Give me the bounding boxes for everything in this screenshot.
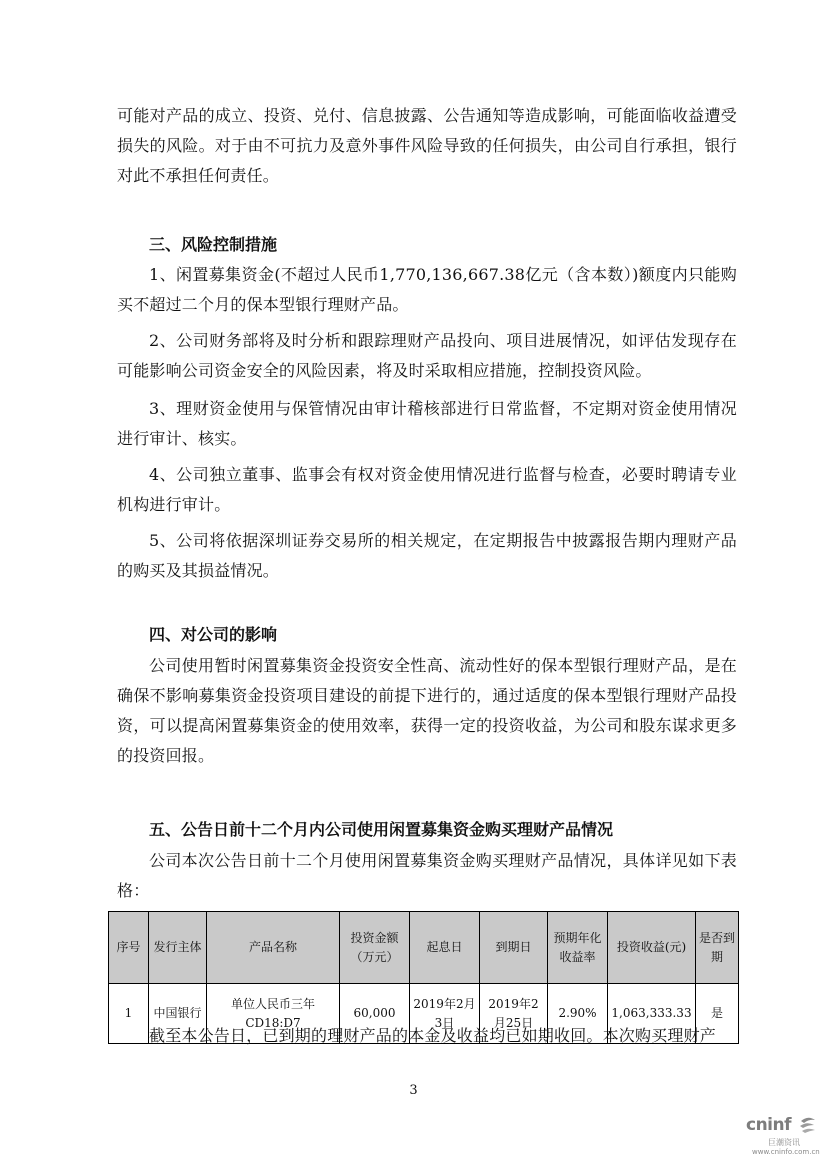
section3-item-4: 4、公司独立董事、监事会有权对资金使用情况进行监督与检查，必要时聘请专业机构进行审计。 (117, 465, 737, 514)
section4-heading: 四、对公司的影响 (149, 625, 278, 644)
table-cell: 1 (109, 984, 149, 1044)
table-header-cell: 产品名称 (207, 912, 340, 984)
table-header-cell: 是否到期 (696, 912, 739, 984)
section4-paragraph: 公司使用暂时闲置募集资金投资安全性高、流动性好的保本型银行理财产品，是在确保不影响募集资金投资项目建设的前提下进行的，通过适度的保本型银行理财产品投资，可以提高闲置募集资金的使用效率，获得一定的投资收益，为公司和股东谋求更多的投资回报。 (117, 656, 737, 765)
page-number: 3 (409, 1083, 418, 1098)
section3-item-2: 2、公司财务部将及时分析和跟踪理财产品投向、项目进展情况，如评估发现存在可能影响公司资金安全的风险因素，将及时采取相应措施，控制投资风险。 (117, 331, 737, 380)
table-cell: 2019年2月3日 (410, 984, 480, 1044)
swirl-icon (798, 1116, 818, 1134)
section5-paragraph: 公司本次公告日前十二个月使用闲置募集资金购买理财产品情况，具体详见如下表格： (117, 851, 737, 900)
cninfo-logo (746, 1115, 820, 1159)
logo-subtitle: 巨潮资讯 (768, 1138, 800, 1147)
logo-wordmark: cninf (746, 1115, 792, 1135)
table-cell: 2019年2月25日 (480, 984, 548, 1044)
table-header-cell: 序号 (109, 912, 149, 984)
table-header-row (109, 912, 739, 984)
table-header-cell: 到期日 (480, 912, 548, 984)
section3-item-1: 1、闲置募集资金(不超过人民币1,770,136,667.38亿元（含本数）)额度内只能购买不超过二个月的保本型银行理财产品。 (117, 265, 737, 314)
intro-paragraph: 可能对产品的成立、投资、兑付、信息披露、公告通知等造成影响，可能面临收益遭受损失的风险。对于由不可抗力及意外事件风险导致的任何损失，由公司自行承担，银行对此不承担任何责任。 (117, 106, 737, 185)
table-header-cell: 投资收益(元) (608, 912, 696, 984)
table-header-cell: 投资金额（万元） (340, 912, 410, 984)
table-cell: 2.90% (548, 984, 608, 1044)
logo-url: www.cninfo.com.cn (752, 1148, 820, 1156)
section3-heading: 三、风险控制措施 (149, 235, 278, 254)
table-cell: 中国银行 (149, 984, 207, 1044)
table-cell: 60,000 (340, 984, 410, 1044)
table-header-cell: 起息日 (410, 912, 480, 984)
after-table-paragraph: 截至本公告日，已到期的理财产品的本金及收益均已如期收回。本次购买理财产 (149, 1026, 717, 1045)
section3-item-5: 5、公司将依据深圳证券交易所的相关规定，在定期报告中披露报告期内理财产品的购买及其损益情况。 (117, 531, 737, 580)
table-header-cell: 预期年化收益率 (548, 912, 608, 984)
table-cell: 是 (696, 984, 739, 1044)
section5-heading: 五、公告日前十二个月内公司使用闲置募集资金购买理财产品情况 (149, 820, 614, 839)
section3-item-3: 3、理财资金使用与保管情况由审计稽核部进行日常监督，不定期对资金使用情况进行审计、核实。 (117, 399, 737, 448)
table-cell: 1,063,333.33 (608, 984, 696, 1044)
table-header-cell: 发行主体 (149, 912, 207, 984)
table-cell: 单位人民币三年CD18:D7 (207, 984, 340, 1044)
